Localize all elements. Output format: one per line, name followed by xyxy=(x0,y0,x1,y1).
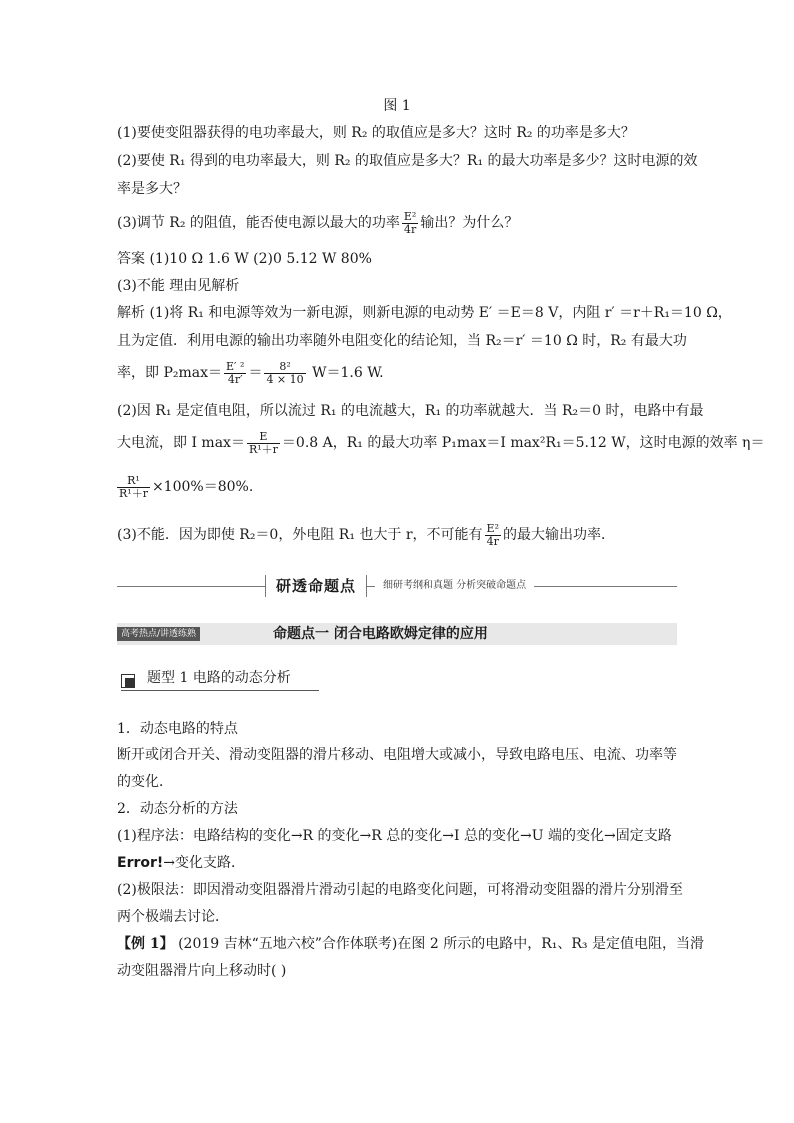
fraction-denominator: R¹＋r xyxy=(119,486,148,500)
fraction-numerator: E² xyxy=(486,521,499,535)
fraction-denominator: 4r′ xyxy=(227,372,243,386)
topic-tag: 高考热点/讲透练熟 xyxy=(117,627,200,641)
fraction xyxy=(485,523,501,548)
paragraph-1a: 断开或闭合开关、滑动变阻器的滑片移动、电阻增大或减小，导致电路电压、电流、功率等 xyxy=(117,747,677,763)
fraction-numerator: E² xyxy=(403,209,417,223)
fraction-denominator: 4 × 10 xyxy=(266,372,304,386)
example-text: (2019 吉林“五地六校”合作体联考)在图 2 所示的电路中，R₁、R₃ 是定值电阻，当滑 xyxy=(173,936,704,952)
paragraph-text: →变化支路． xyxy=(163,855,246,871)
fraction-numerator: 8² xyxy=(264,361,305,374)
fraction xyxy=(117,475,150,500)
heading-2: 2．动态分析的方法 xyxy=(117,801,238,817)
question-3-pre: (3)调节 R₂ 的阻值，能否使电源以最大的功率 xyxy=(117,215,400,231)
analysis-text: ＝0.8 A，R₁ 的最大功率 P₁max＝I max²R₁＝5.12 W，这时电源的效率 η＝ xyxy=(281,435,765,451)
analysis-line-6 xyxy=(117,470,677,504)
question-type-header xyxy=(121,666,319,691)
fraction-numerator: R¹ xyxy=(117,475,150,488)
paragraph-2b xyxy=(117,854,677,872)
analysis-line-3 xyxy=(117,356,677,390)
question-2-line-1: (2)要使 R₁ 得到的电功率最大，则 R₂ 的取值应是多大？R₁ 的最大功率是多少？这时电源的效 xyxy=(117,153,698,169)
analysis-line-4: (2)因 R₁ 是定值电阻，所以流过 R₁ 的电流越大，R₁ 的功率就越大．当 R₂＝0 时，电路中有最 xyxy=(117,403,704,419)
error-text: Error! xyxy=(117,855,164,871)
question-3 xyxy=(117,208,677,238)
topic-title: 命题点一 闭合电路欧姆定律的应用 xyxy=(273,626,488,642)
figure-caption: 图 1 xyxy=(383,98,411,114)
paragraph-2a: (1)程序法：电路结构的变化→R 的变化→R 总的变化→I 总的变化→U 端的变化→固定支路 xyxy=(117,828,672,844)
example-line-1 xyxy=(117,935,704,953)
analysis-line-1: 解析 (1)将 R₁ 和电源等效为一新电源，则新电源的电动势 E′ ＝E＝8 V，内阻 r′ ＝r＋R₁＝10 Ω， xyxy=(117,305,732,321)
section-header xyxy=(117,575,677,597)
analysis-text: (3)不能．因为即使 R₂＝0，外电阻 R₁ 也大于 r，不可能有 xyxy=(117,527,483,543)
example-label: 【例 1】 xyxy=(117,936,174,952)
question-2-line-2: 率是多大？ xyxy=(117,181,187,197)
paragraph-3b: 两个极端去讨论． xyxy=(117,909,229,925)
fraction xyxy=(224,361,246,386)
analysis-text: ×100%＝80%. xyxy=(151,479,254,495)
square-shadow-icon xyxy=(125,678,135,688)
analysis-line-5 xyxy=(117,426,765,460)
answer-line-1: 答案 (1)10 Ω 1.6 W (2)0 5.12 W 80% xyxy=(117,251,372,267)
fraction-denominator: R¹＋r xyxy=(248,442,278,456)
paragraph-3a: (2)极限法：即因滑动变阻器滑片滑动引起的电路变化问题，可将滑动变阻器的滑片分别滑至 xyxy=(117,882,683,898)
question-type-label: 题型 1 电路的动态分析 xyxy=(147,670,291,686)
topic-header xyxy=(117,623,677,645)
question-1: (1)要使变阻器获得的电功率最大，则 R₂ 的取值应是多大？这时 R₂ 的功率是多大？ xyxy=(117,125,635,141)
analysis-text: 的最大输出功率． xyxy=(503,527,615,543)
fraction xyxy=(402,211,418,236)
heading-1: 1．动态电路的特点 xyxy=(117,721,238,737)
section-subtitle: 细研考纲和真题 分析突破命题点 xyxy=(375,575,534,597)
analysis-line-2: 且为定值．利用电源的输出功率随外电阻变化的结论知，当 R₂＝r′ ＝10 Ω 时，R₂ 有最大功 xyxy=(117,333,687,349)
section-title: 研透命题点 xyxy=(265,575,367,597)
fraction xyxy=(247,431,280,456)
fraction-numerator: E xyxy=(247,431,280,444)
fraction xyxy=(264,361,305,386)
analysis-text: W＝1.6 W. xyxy=(307,365,384,381)
fraction-denominator: 4r xyxy=(486,534,499,548)
analysis-text: 大电流，即 I max＝ xyxy=(117,435,245,451)
analysis-line-7 xyxy=(117,518,677,552)
fraction-denominator: 4r xyxy=(403,222,417,236)
question-3-post: 输出？为什么？ xyxy=(420,215,519,231)
paragraph-1b: 的变化． xyxy=(117,774,173,790)
example-line-2: 动变阻器滑片向上移动时( ) xyxy=(117,963,287,979)
fraction-numerator: E′ ² xyxy=(226,359,245,373)
analysis-text: 率，即 P₂max＝ xyxy=(117,365,222,381)
analysis-text: ＝ xyxy=(248,365,263,381)
answer-line-2: (3)不能 理由见解析 xyxy=(117,278,240,294)
